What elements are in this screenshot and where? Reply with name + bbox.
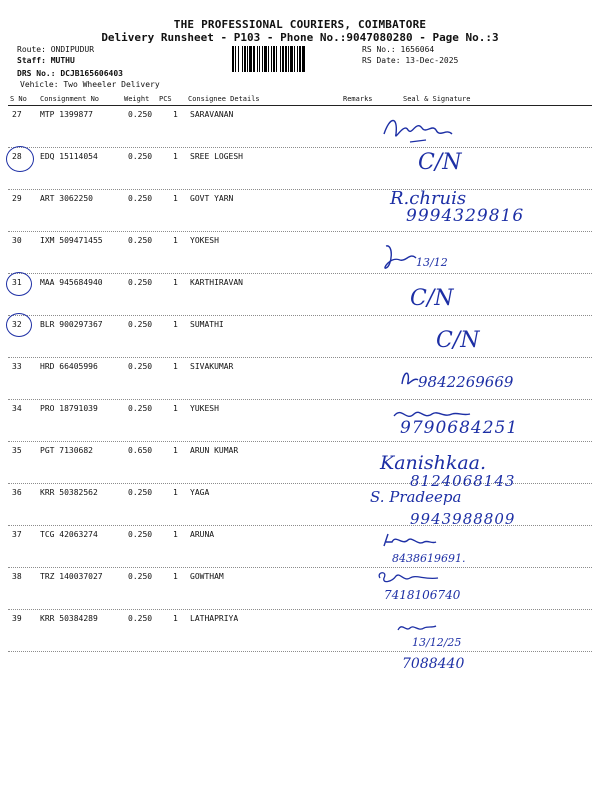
row-pcs: 1 [173, 110, 178, 119]
handwritten-phone: 9994329816 [406, 206, 525, 226]
row-pcs: 1 [173, 278, 178, 287]
row-sno: 37 [12, 530, 22, 539]
row-pcs: 1 [173, 572, 178, 581]
row-sno: 38 [12, 572, 22, 581]
row-weight: 0.250 [128, 488, 153, 497]
col-pcs: PCS [159, 95, 172, 103]
row-consignment-no: PGT 7130682 [40, 446, 93, 455]
handwritten-phone: 9943988809 [410, 510, 516, 528]
row-consignment-no: ART 3062250 [40, 194, 93, 203]
cn-mark: C/N [418, 150, 462, 175]
row-consignee: YUKESH [190, 404, 219, 413]
row-consignment-no: BLR 900297367 [40, 320, 103, 329]
cn-mark: C/N [436, 328, 480, 353]
row-sno: 28 [12, 152, 22, 161]
row-consignee: YAGA [190, 488, 210, 497]
handwritten-name: R.chruis [390, 188, 467, 209]
row-sno: 30 [12, 236, 22, 245]
handwritten-phone: 8438619691. [392, 552, 466, 565]
row-consignee: SUMATHI [190, 320, 224, 329]
row-pcs: 1 [173, 152, 178, 161]
route-label: Route: ONDIPUDUR [17, 45, 95, 54]
signature-scribble [374, 568, 444, 586]
handwritten-name: S. Pradeepa [370, 488, 462, 506]
signature-scribble [380, 112, 460, 154]
signature-scribble [394, 618, 438, 638]
runsheet-subtitle: Delivery Runsheet - P103 - Phone No.:9047080280 - Page No.:3 [101, 31, 499, 44]
staff-label: Staff: MUTHU [17, 56, 75, 65]
row-consignment-no: TRZ 140037027 [40, 572, 103, 581]
row-weight: 0.250 [128, 152, 153, 161]
row-sno: 32 [12, 320, 22, 329]
table-row [0, 106, 600, 148]
row-sno: 27 [12, 110, 22, 119]
row-weight: 0.250 [128, 236, 153, 245]
row-consignee: ARUNA [190, 530, 215, 539]
table-row [0, 274, 600, 316]
row-weight: 0.250 [128, 404, 153, 413]
rs-date: RS Date: 13-Dec-2025 [362, 56, 459, 65]
row-consignment-no: MTP 1399877 [40, 110, 93, 119]
row-divider [8, 651, 592, 652]
row-weight: 0.250 [128, 572, 153, 581]
row-consignment-no: IXM 509471455 [40, 236, 103, 245]
row-weight: 0.250 [128, 362, 153, 371]
rs-number: RS No.: 1656064 [362, 45, 435, 54]
row-sno: 33 [12, 362, 22, 371]
serial-circle-mark [6, 272, 32, 296]
serial-circle-mark [6, 313, 32, 337]
row-sno: 35 [12, 446, 22, 455]
row-pcs: 1 [173, 488, 178, 497]
row-pcs: 1 [173, 614, 178, 623]
table-row [0, 232, 600, 274]
row-weight: 0.250 [128, 530, 153, 539]
handwritten-phone: 9842269669 [418, 373, 514, 391]
row-pcs: 1 [173, 320, 178, 329]
col-consignment: Consignment No [40, 95, 100, 103]
row-sno: 34 [12, 404, 22, 413]
row-consignment-no: PRO 18791039 [40, 404, 98, 413]
row-weight: 0.250 [128, 320, 153, 329]
row-sno: 31 [12, 278, 22, 287]
row-pcs: 1 [173, 236, 178, 245]
row-consignment-no: EDQ 15114054 [40, 152, 98, 161]
barcode [232, 46, 354, 72]
handwritten-name: Kanishkaa. [380, 452, 487, 474]
row-consignment-no: TCG 42063274 [40, 530, 98, 539]
row-consignee: ARUN KUMAR [190, 446, 239, 455]
row-consignee: GOWTHAM [190, 572, 224, 581]
row-weight: 0.650 [128, 446, 153, 455]
vehicle-label: Vehicle: Two Wheeler Delivery [20, 80, 160, 89]
company-title: THE PROFESSIONAL COURIERS, COIMBATORE [173, 18, 427, 31]
table-row [0, 316, 600, 358]
table-row [0, 568, 600, 610]
row-sno: 36 [12, 488, 22, 497]
signature-scribble [380, 530, 440, 550]
col-seal-signature: Seal & Signature [403, 95, 471, 103]
handwritten-date: 13/12 [416, 256, 448, 269]
row-consignee: SREE LOGESH [190, 152, 243, 161]
row-consignee: SARAVANAN [190, 110, 234, 119]
col-consignee: Consignee Details [188, 95, 260, 103]
row-weight: 0.250 [128, 194, 153, 203]
row-weight: 0.250 [128, 278, 153, 287]
row-consignee: GOVT YARN [190, 194, 234, 203]
table-row [0, 610, 600, 652]
col-sno: S No [10, 95, 27, 103]
row-consignment-no: HRD 66405996 [40, 362, 98, 371]
col-remarks: Remarks [343, 95, 373, 103]
cn-mark: C/N [410, 286, 454, 311]
handwritten-phone: 7088440 [402, 656, 465, 672]
handwritten-date: 13/12/25 [412, 636, 462, 649]
handwritten-phone: 9790684251 [400, 418, 519, 438]
row-consignee: LATHAPRIYA [190, 614, 239, 623]
handwritten-phone: 8124068143 [410, 472, 516, 490]
col-weight: Weight [124, 95, 150, 103]
row-consignment-no: MAA 945684940 [40, 278, 103, 287]
row-consignment-no: KRR 50382562 [40, 488, 98, 497]
row-pcs: 1 [173, 404, 178, 413]
row-sno: 29 [12, 194, 22, 203]
row-weight: 0.250 [128, 614, 153, 623]
row-consignee: SIVAKUMAR [190, 362, 234, 371]
table-row [0, 148, 600, 190]
row-weight: 0.250 [128, 110, 153, 119]
row-pcs: 1 [173, 530, 178, 539]
signature-scribble [380, 240, 420, 274]
handwritten-phone: 7418106740 [384, 588, 461, 602]
drs-number: DRS No.: DCJB165606403 [17, 69, 123, 78]
row-consignee: YOKESH [190, 236, 219, 245]
table-row [0, 526, 600, 568]
row-pcs: 1 [173, 194, 178, 203]
row-pcs: 1 [173, 446, 178, 455]
serial-circle-mark [6, 146, 34, 172]
row-consignee: KARTHIRAVAN [190, 278, 243, 287]
row-consignment-no: KRR 50384289 [40, 614, 98, 623]
row-pcs: 1 [173, 362, 178, 371]
row-sno: 39 [12, 614, 22, 623]
